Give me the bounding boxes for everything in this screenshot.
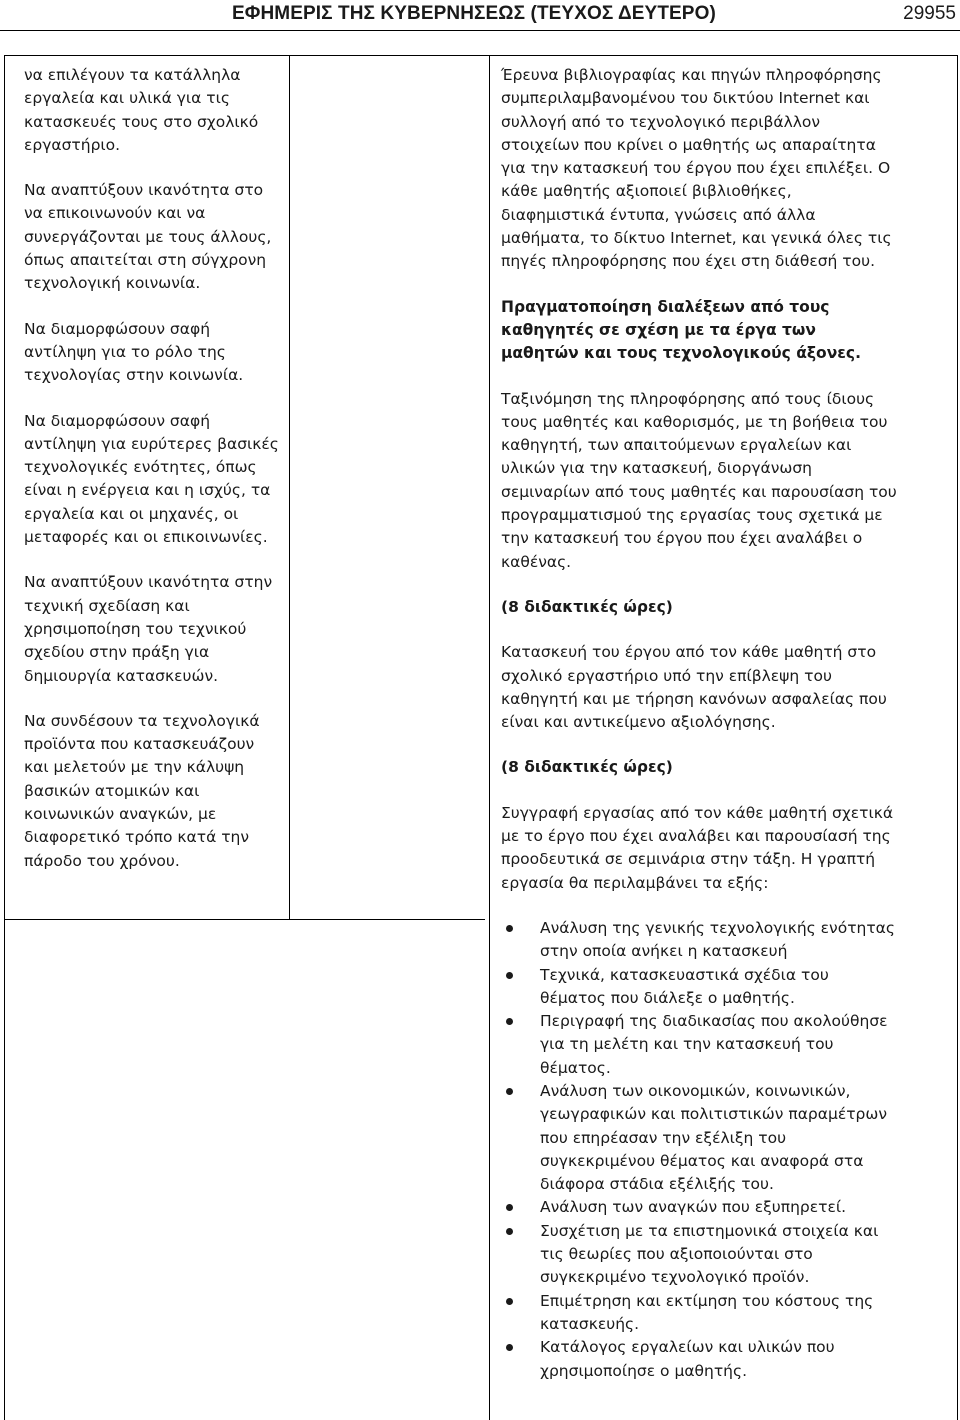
activity-heading: Πραγματοποίηση διαλέξεων από τους καθηγητές σε σχέση με τα έργα των μαθητών και τους τεχνολογικούς άξονες. xyxy=(501,297,861,363)
header-divider xyxy=(0,30,960,31)
list-item xyxy=(501,1290,897,1337)
activity-paragraph: Συγγραφή εργασίας από τον κάθε μαθητή σχετικά με το έργο που έχει αναλάβει και παρουσίασή της προοδευτικά σε σεμινάρια στην τάξη. Η γραπτή εργασία θα περιλαμβάνει τα εξής: xyxy=(501,803,894,892)
bullet-icon xyxy=(506,1204,513,1211)
bullet-icon xyxy=(506,972,513,979)
teaching-hours: (8 διδακτικές ώρες) xyxy=(501,597,673,616)
bullet-icon xyxy=(506,1228,513,1235)
list-item-text: Συσχέτιση με τα επιστημονικά στοιχεία και τις θεωρίες που αξιοποιούνται στο συγκεκριμένο τεχνολογικό προϊόν. xyxy=(540,1221,879,1287)
content-table xyxy=(4,55,958,1420)
objective-paragraph: Να συνδέσουν τα τεχνολογικά προϊόντα που κατασκευάζουν και μελετούν με την κάλυψη βασικών ατομικών και κοινωνικών αναγκών, με διαφορετικό τρόπο κατά την πάροδο του χρόνου. xyxy=(24,711,260,870)
bullet-icon xyxy=(506,1298,513,1305)
bullet-icon xyxy=(506,1088,513,1095)
list-item xyxy=(501,1220,897,1290)
list-item xyxy=(501,917,897,964)
activity-paragraph: Κατασκευή του έργου από τον κάθε μαθητή στο σχολικό εργαστήριο υπό την επίβλεψη του καθηγητή και με τήρηση κανόνων ασφαλείας που είναι και αντικείμενο αξιολόγησης. xyxy=(501,643,887,732)
list-item-text: Ανάλυση των αναγκών που εξυπηρετεί. xyxy=(540,1198,847,1217)
bullet-icon xyxy=(506,925,513,932)
list-item-text: Ανάλυση των οικονομικών, κοινωνικών, γεωγραφικών και πολιτιστικών παραμέτρων που επηρέασαν την εξέλιξη του συγκεκριμένου θέματος και αναφορά στα διάφορα στάδια εξέλιξής του. xyxy=(540,1081,888,1194)
list-item-text: Περιγραφή της διαδικασίας που ακολούθησε για τη μελέτη και την κατασκευή του θέματος. xyxy=(540,1012,888,1077)
bullet-icon xyxy=(506,1018,513,1025)
column-divider xyxy=(289,56,290,919)
gazette-title: ΕΦΗΜΕΡΙΣ ΤΗΣ ΚΥΒΕΡΝΗΣΕΩΣ (ΤΕΥΧΟΣ ΔΕΥΤΕΡΟ) xyxy=(232,3,716,24)
activity-paragraph: Ταξινόμηση της πληροφόρησης από τους ίδιους τους μαθητές και καθορισμός, με τη βοήθεια του καθηγητή, των απαιτούμενων εργαλείων και υλικών για την κατασκευή, διοργάνωση σεμιναρίων από τους μαθητές και παρουσίαση του προγραμματισμού της εργασίας τους σχετικά με την κατασκευή του έργου που έχει αναλάβει ο καθένας. xyxy=(501,389,897,571)
list-item xyxy=(501,1196,897,1219)
objective-paragraph: Να αναπτύξουν ικανότητα στην τεχνική σχεδίαση και χρησιμοποίηση του τεχνικού σχεδίου στην πράξη για δημιουργία κατασκευών. xyxy=(24,573,273,685)
column-divider xyxy=(489,56,490,1420)
list-item xyxy=(501,964,897,1011)
bullet-icon xyxy=(506,1344,513,1351)
objectives-column xyxy=(24,64,279,895)
page-header xyxy=(0,0,960,30)
list-item xyxy=(501,1080,897,1196)
objective-paragraph: Να αναπτύξουν ικανότητα στο να επικοινωνούν και να συνεργάζονται με τους άλλους, όπως απαιτείται στη σύγχρονη τεχνολογική κοινωνία. xyxy=(24,181,272,293)
list-item-text: Κατάλογος εργαλείων και υλικών που χρησιμοποίησε ο μαθητής. xyxy=(540,1338,835,1380)
list-item-text: Επιμέτρηση και εκτίμηση του κόστους της κατασκευής. xyxy=(540,1291,874,1333)
activities-column xyxy=(501,64,897,1383)
list-item-text: Ανάλυση της γενικής τεχνολογικής ενότητας στην οποία ανήκει η κατασκευή xyxy=(540,918,895,961)
list-item xyxy=(501,1336,897,1383)
page-number: 29955 xyxy=(903,3,956,24)
list-item xyxy=(501,1010,897,1080)
teaching-hours: (8 διδακτικές ώρες) xyxy=(501,758,673,777)
objective-paragraph: Να διαμορφώσουν σαφή αντίληψη για το ρόλο της τεχνολογίας στην κοινωνία. xyxy=(24,319,244,385)
report-contents-list xyxy=(501,917,897,1383)
objective-paragraph: να επιλέγουν τα κατάλληλα εργαλεία και υλικά για τις κατασκευές τους στο σχολικό εργαστήριο. xyxy=(24,66,259,154)
list-item-text: Τεχνικά, κατασκευαστικά σχέδια του θέματος που διάλεξε ο μαθητής. xyxy=(540,965,829,1007)
objective-paragraph: Να διαμορφώσουν σαφή αντίληψη για ευρύτερες βασικές τεχνολογικές ενότητες, όπως είναι η ενέργεια και η ισχύς, τα εργαλεία και οι μηχανές, οι μεταφορές και οι επικοινωνίες. xyxy=(24,411,279,547)
row-divider xyxy=(5,919,485,920)
activity-paragraph: Έρευνα βιβλιογραφίας και πηγών πληροφόρησης συμπεριλαμβανομένου του δικτύου Internet και συλλογή από το τεχνολογικό περιβάλλον στοιχείων που κρίνει ο μαθητής ως απαραίτητα για την κατασκευή του έργου που έχει επιλέξει. Ο κάθε μαθητής αξιοποιεί βιβλιοθήκες, διαφημιστικά έντυπα, γνώσεις από άλλα μαθήματα, το δίκτυο Internet, και γενικά όλες τις πηγές πληροφόρησης που έχει στη διάθεσή του. xyxy=(501,66,892,271)
